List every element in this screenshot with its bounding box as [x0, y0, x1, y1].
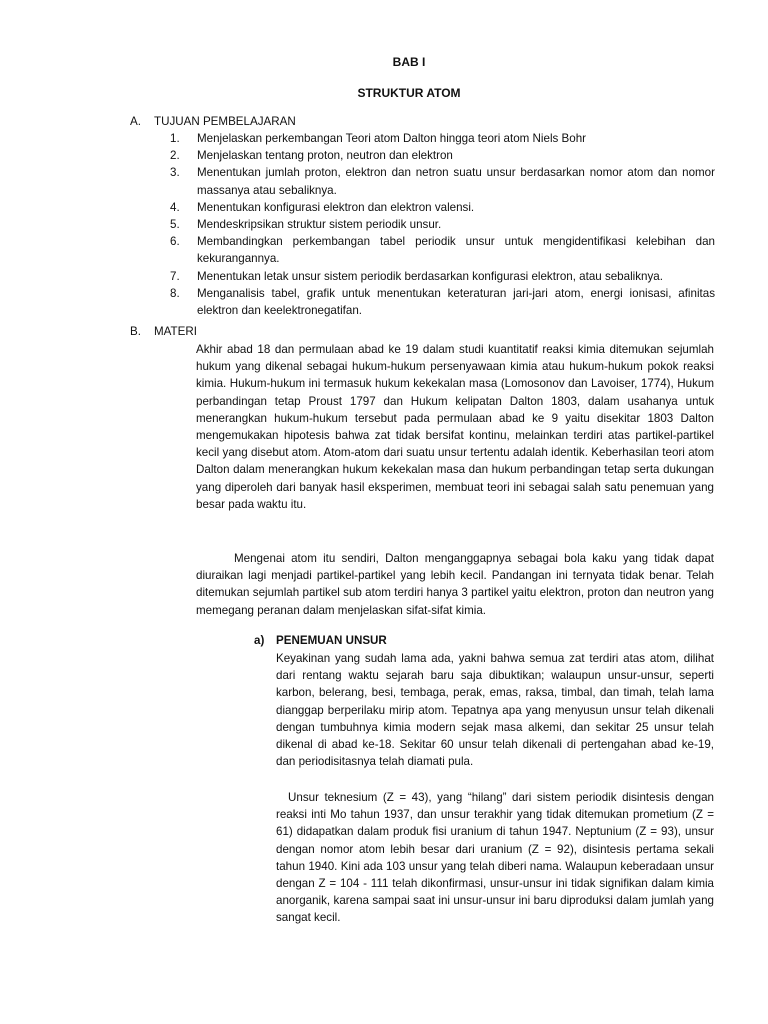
list-item-number: 6.	[170, 235, 180, 249]
penemuan-paragraph-1: Keyakinan yang sudah lama ada, yakni bahwa semua zat terdiri atas atom, dilihat dari rentang waktu sejarah baru saja dibuktikan; walaupun unsur-unsur, seperti karbon, belerang, besi, tembaga, perak, emas, raksa, timbal, dan timah, telah lama dianggap berperilaku mirip atom. Tepatnya apa yang menyusun unsur telah dikenali dengan tumbuhnya kimia modern sejak masa alkemi, dan sekitar 25 unsur telah dikenal di abad ke-18. Sekitar 60 unsur telah dikenali di pertengahan abad ke-19, dan periodisitasnya telah diamati pula.	[276, 652, 714, 769]
chapter-heading: BAB I	[392, 55, 426, 69]
list-item-text: Menentukan jumlah proton, elektron dan netron suatu unsur berdasarkan nomor atom dan nomor massanya atau sebaliknya.	[197, 166, 715, 197]
list-item-text: Mendeskripsikan struktur sistem periodik unsur.	[197, 218, 442, 232]
section-b-title: MATERI	[154, 325, 197, 338]
list-item-number: 8.	[170, 286, 180, 300]
chapter-title: STRUKTUR ATOM	[357, 86, 461, 100]
materi-paragraph-1: Akhir abad 18 dan permulaan abad ke 19 dalam studi kuantitatif reaksi kimia ditemukan sejumlah hukum yang dikenal sebagai hukum-hukum persenyawaan kimia atau hukum-hukum pokok reaksi kimia. Hukum-hukum ini termasuk hukum kekekalan masa (Lomosonov dan Lavoiser, 1774), Hukum perbandingan tetap Proust 1797 dan Hukum kelipatan Dalton 1803, dalam usahanya untuk menerangkan hukum-hukum tersebut pada permulaan abad ke 9 yaitu disekitar 1803 Dalton mengemukakan hipotesis bahwa zat tidak bersifat kontinu, melainkan terdiri atas partikel-partikel kecil yang disebut atom. Atom-atom dari suatu unsur tertentu adalah identik. Keberhasilan teori atom Dalton dalam menerangkan hukum kekekalan masa dan hukum perbandingan tetap serta dukungan yang diperoleh dari banyak hasil eksperimen, membuat teori ini sebagai salah satu penemuan yang besar pada waktu itu.	[196, 343, 714, 511]
list-item-text: Menentukan konfigurasi elektron dan elektron valensi.	[197, 200, 475, 214]
list-item-number: 3.	[170, 166, 180, 180]
list-item-text: Menganalisis tabel, grafik untuk menentukan keteraturan jari-jari atom, energi ionisasi, afinitas elektron dan keelektronegatifan.	[197, 286, 715, 318]
list-item-text: Menjelaskan perkembangan Teori atom Dalton hingga teori atom Niels Bohr	[197, 132, 587, 145]
list-item-number: 2.	[170, 149, 180, 163]
list-item-text: Menjelaskan tentang proton, neutron dan elektron	[197, 149, 453, 163]
list-item-number: 7.	[170, 269, 180, 283]
subsection-a-title: PENEMUAN UNSUR	[276, 634, 387, 647]
list-item-number: 5.	[170, 218, 180, 232]
section-a-label: A.	[130, 115, 141, 128]
list-item	[170, 268, 715, 285]
list-item-text: Membandingkan perkembangan tabel periodik unsur untuk mengidentifikasi kelebihan dan kekurangannya.	[197, 235, 715, 266]
list-item	[170, 130, 715, 147]
subsection-a-label: a)	[254, 634, 265, 647]
list-item	[170, 233, 715, 267]
list-item	[170, 199, 715, 216]
list-item-number: 4.	[170, 200, 180, 214]
list-item	[170, 164, 715, 198]
materi-paragraph-2: Mengenai atom itu sendiri, Dalton menganggapnya sebagai bola kaku yang tidak dapat diuraikan lagi menjadi partikel-partikel yang lebih kecil. Pandangan ini ternyata tidak benar. Telah ditemukan sejumlah partikel sub atom terdiri hanya 3 partikel yaitu elektron, proton dan neutron yang memegang peranan dalam menjelaskan sifat-sifat kimia.	[196, 552, 714, 617]
list-item	[170, 285, 715, 319]
list-item	[170, 216, 715, 233]
list-item-number: 1.	[170, 132, 180, 145]
list-item-text: Menentukan letak unsur sistem periodik berdasarkan konfigurasi elektron, atau sebaliknya.	[197, 269, 663, 283]
list-item	[170, 147, 715, 164]
section-b-label: B.	[130, 325, 141, 338]
section-a-title: TUJUAN PEMBELAJARAN	[154, 115, 296, 128]
penemuan-paragraph-2: Unsur teknesium (Z = 43), yang “hilang” dari sistem periodik disintesis dengan reaksi inti Mo tahun 1937, dan unsur terakhir yang tidak ditemukan prometium (Z = 61) didapatkan dalam produk fisi uranium di tahun 1947. Neptunium (Z = 93), unsur dengan nomor atom lebih besar dari uranium (Z = 92), disintesis pertama sekali tahun 1940. Kini ada 103 unsur yang telah diberi nama. Walaupun keberadaan unsur dengan Z = 104 - 111 telah dikonfirmasi, unsur-unsur ini tidak signifikan dalam kimia anorganik, karena sampai saat ini unsur-unsur ini baru diproduksi dalam jumlah yang sangat kecil.	[276, 791, 714, 925]
objectives-list	[170, 130, 715, 319]
